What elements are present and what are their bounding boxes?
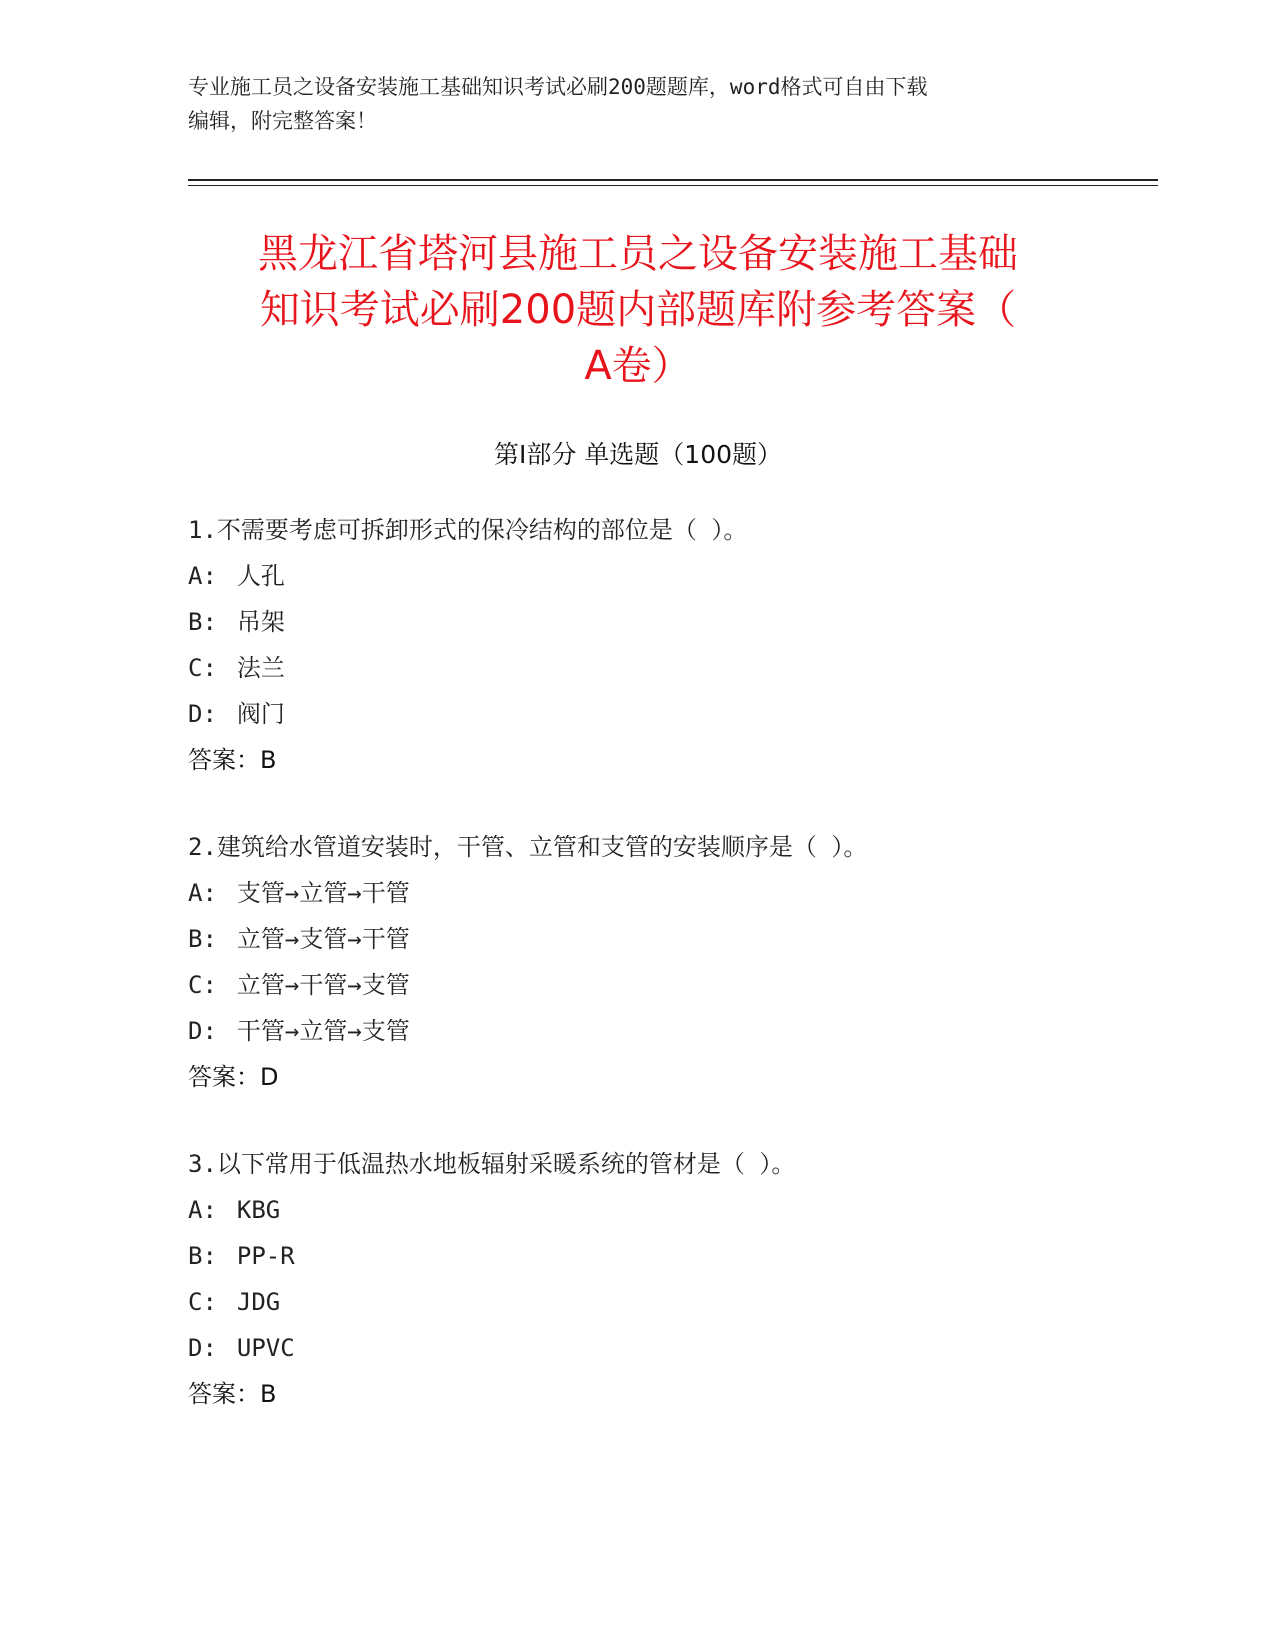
document-title-line-3: A卷） bbox=[584, 343, 692, 389]
option-letter: D: bbox=[188, 1334, 217, 1362]
question-2 bbox=[188, 824, 1148, 1100]
option-letter: A: bbox=[188, 562, 217, 590]
header-note bbox=[188, 70, 1088, 138]
option-letter: D: bbox=[188, 1017, 217, 1045]
document-title-line-1: 黑龙江省塔河县施工员之设备安装施工基础 bbox=[258, 231, 1018, 277]
question-stem: 1.不需要考虑可拆卸形式的保冷结构的部位是（ ）。 bbox=[188, 516, 748, 544]
section-heading: 第I部分 单选题（100题） bbox=[493, 440, 783, 469]
option-d bbox=[188, 1325, 1148, 1371]
option-text: 支管→立管→干管 bbox=[236, 879, 410, 907]
option-letter: C: bbox=[188, 654, 217, 682]
option-text: 立管→支管→干管 bbox=[236, 925, 410, 953]
option-text: PP-R bbox=[236, 1242, 295, 1270]
option-a bbox=[188, 870, 1148, 916]
option-text: KBG bbox=[236, 1196, 281, 1224]
option-letter: B: bbox=[188, 925, 217, 953]
answer-line: 答案：B bbox=[188, 746, 277, 774]
option-b bbox=[188, 599, 1148, 645]
answer-line: 答案：B bbox=[188, 1380, 277, 1408]
option-letter: A: bbox=[188, 1196, 217, 1224]
document-title bbox=[188, 226, 1088, 394]
option-b bbox=[188, 916, 1148, 962]
option-c bbox=[188, 645, 1148, 691]
document-title-line-2: 知识考试必刷200题内部题库附参考答案（ bbox=[259, 287, 1017, 333]
header-rule-thin bbox=[188, 185, 1158, 186]
option-letter: A: bbox=[188, 879, 217, 907]
option-letter: B: bbox=[188, 608, 217, 636]
header-note-line-1: 专业施工员之设备安装施工基础知识考试必刷200题题库，word格式可自由下载 bbox=[188, 75, 928, 99]
option-d bbox=[188, 1008, 1148, 1054]
option-d bbox=[188, 691, 1148, 737]
option-text: 阀门 bbox=[236, 700, 285, 728]
option-c bbox=[188, 962, 1148, 1008]
option-letter: C: bbox=[188, 971, 217, 999]
option-a bbox=[188, 553, 1148, 599]
question-1 bbox=[188, 507, 1148, 783]
option-text: 人孔 bbox=[236, 562, 285, 590]
answer-line: 答案：D bbox=[188, 1063, 279, 1091]
option-letter: C: bbox=[188, 1288, 217, 1316]
option-b bbox=[188, 1233, 1148, 1279]
option-text: UPVC bbox=[236, 1334, 295, 1362]
option-text: 法兰 bbox=[236, 654, 285, 682]
option-letter: B: bbox=[188, 1242, 217, 1270]
option-c bbox=[188, 1279, 1148, 1325]
option-a bbox=[188, 1187, 1148, 1233]
question-3 bbox=[188, 1141, 1148, 1417]
option-letter: D: bbox=[188, 700, 217, 728]
option-text: 干管→立管→支管 bbox=[236, 1017, 410, 1045]
header-note-line-2: 编辑，附完整答案！ bbox=[188, 109, 377, 133]
header-rule-thick bbox=[188, 179, 1158, 181]
option-text: 立管→干管→支管 bbox=[236, 971, 410, 999]
option-text: 吊架 bbox=[236, 608, 285, 636]
option-text: JDG bbox=[236, 1288, 281, 1316]
question-stem: 2.建筑给水管道安装时，干管、立管和支管的安装顺序是（ ）。 bbox=[188, 833, 868, 861]
question-stem: 3.以下常用于低温热水地板辐射采暖系统的管材是（ ）。 bbox=[188, 1150, 796, 1178]
